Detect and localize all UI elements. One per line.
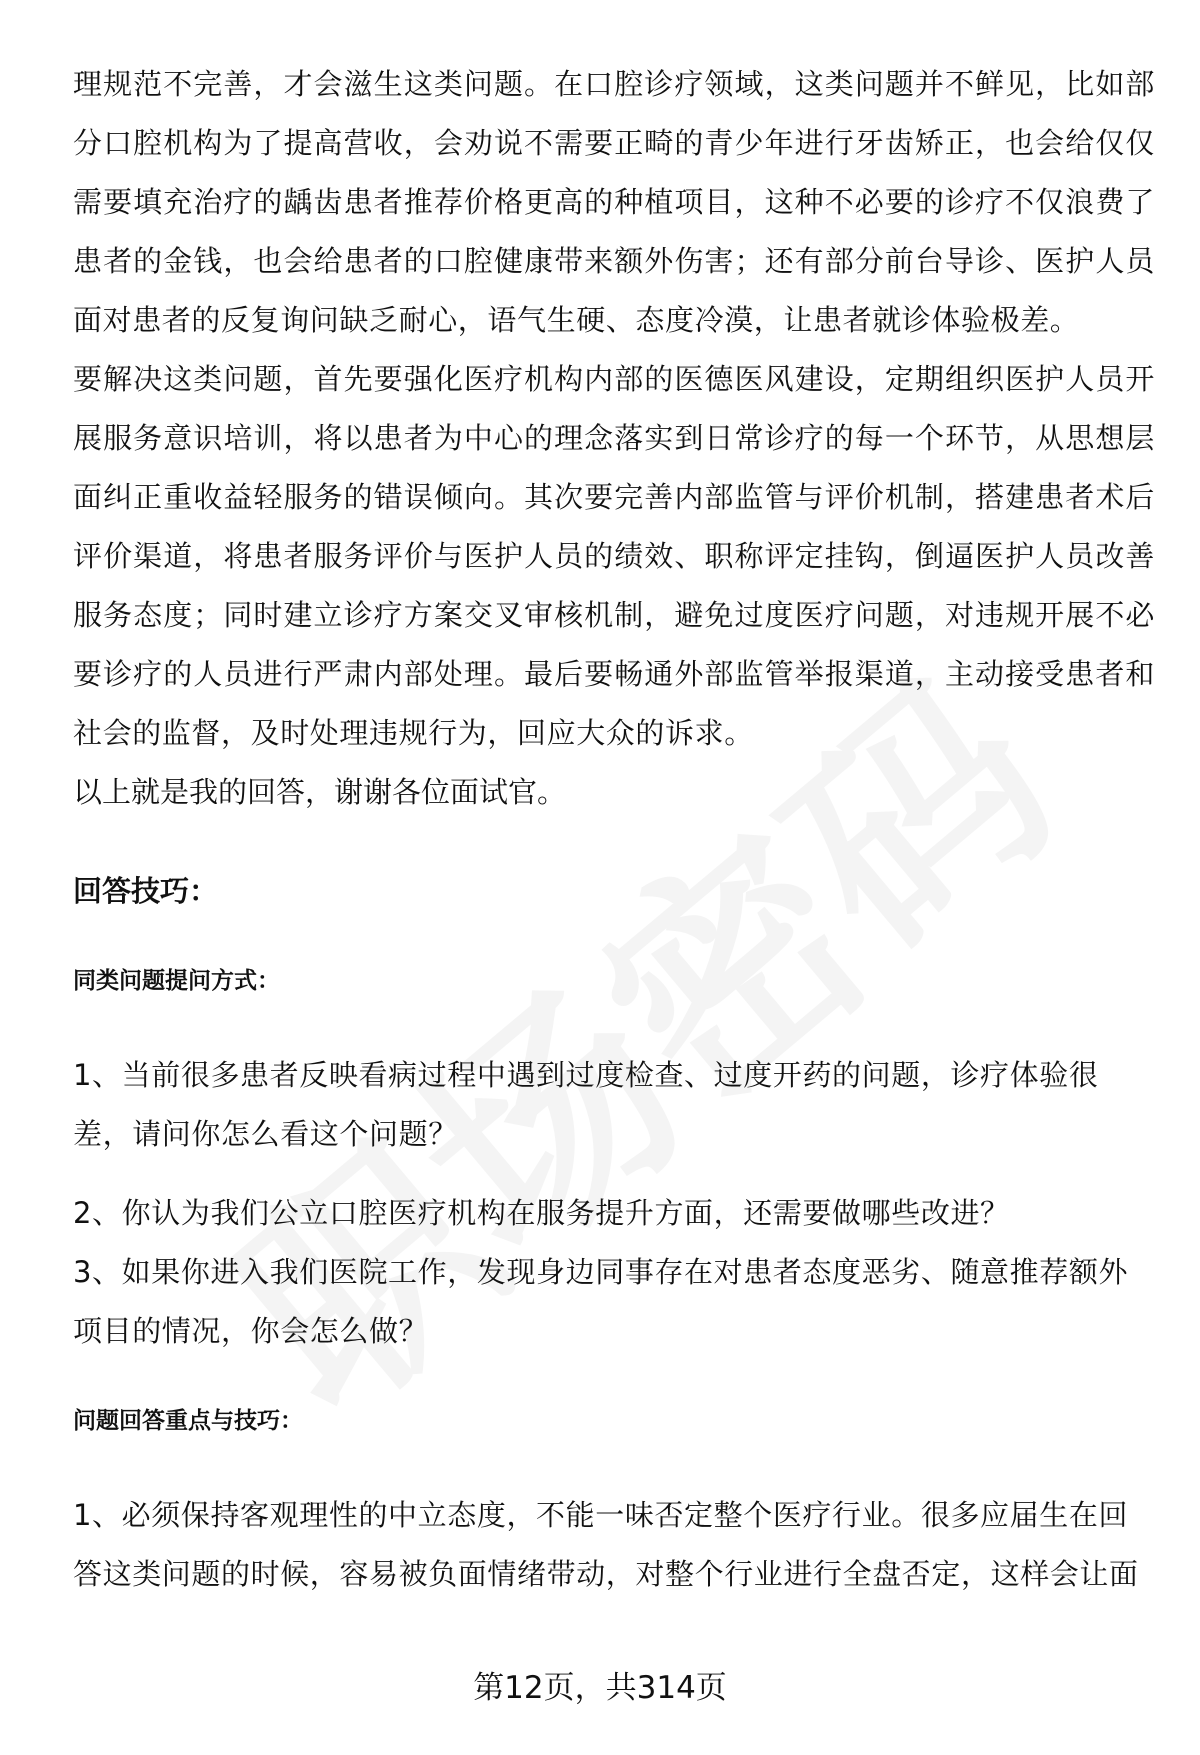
body-paragraph-1: 理规范不完善，才会滋生这类问题。在口腔诊疗领域，这类问题并不鲜见，比如部分口腔机构为了提高营收，会劝说不需要正畸的青少年进行牙齿矫正，也会给仅仅需要填充治疗的龋齿患者推荐价格更高的种植项目，这种不必要的诊疗不仅浪费了患者的金钱，也会给患者的口腔健康带来额外伤害；还有部分前台导诊、医护人员面对患者的反复询问缺乏耐心，语气生硬、态度冷漠，让患者就诊体验极差。	[73, 67, 1155, 337]
answer-tips-heading: 回答技巧：	[73, 874, 219, 908]
question-item-1: 1、当前很多患者反映看病过程中遇到过度检查、过度开药的问题，诊疗体验很差，请问你怎么看这个问题？	[73, 1058, 1099, 1151]
tip-item-1: 1、必须保持客观理性的中立态度，不能一味否定整个医疗行业。很多应届生在回答这类问题的时候，容易被负面情绪带动，对整个行业进行全盘否定，这样会让面	[73, 1498, 1139, 1591]
document-page	[73, 55, 1155, 1604]
question-item-3: 3、如果你进入我们医院工作，发现身边同事存在对患者态度恶劣、随意推荐额外项目的情况，你会怎么做？	[73, 1255, 1129, 1348]
similar-questions-heading: 同类问题提问方式：	[73, 968, 280, 994]
page-number: 第12页，共314页	[473, 1670, 727, 1706]
tips-heading: 问题回答重点与技巧：	[73, 1408, 303, 1434]
closing-line: 以上就是我的回答，谢谢各位面试官。	[73, 775, 567, 809]
body-paragraph-2: 要解决这类问题，首先要强化医疗机构内部的医德医风建设，定期组织医护人员开展服务意识培训，将以患者为中心的理念落实到日常诊疗的每一个环节，从思想层面纠正重收益轻服务的错误倾向。其次要完善内部监管与评价机制，搭建患者术后评价渠道，将患者服务评价与医护人员的绩效、职称评定挂钩，倒逼医护人员改善服务态度；同时建立诊疗方案交叉审核机制，避免过度医疗问题，对违规开展不必要诊疗的人员进行严肃内部处理。最后要畅通外部监管举报渠道，主动接受患者和社会的监督，及时处理违规行为，回应大众的诉求。	[73, 362, 1155, 750]
question-item-2: 2、你认为我们公立口腔医疗机构在服务提升方面，还需要做哪些改进？	[73, 1196, 1010, 1230]
